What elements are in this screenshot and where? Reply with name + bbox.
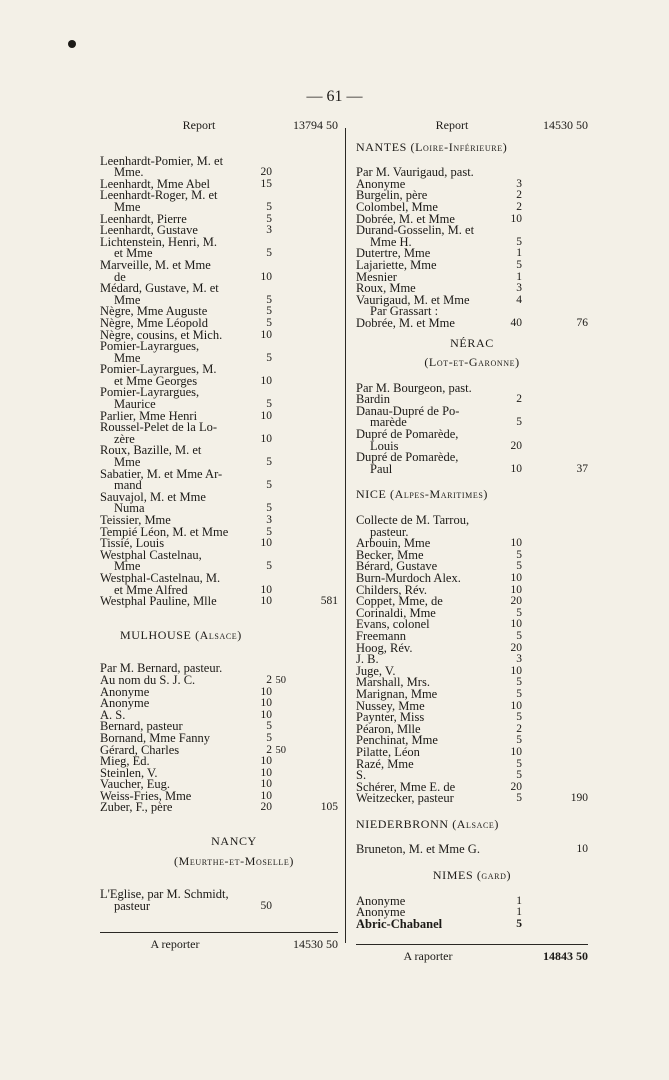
entry-amount: 15	[260, 177, 272, 190]
entry-name: Westphal-Castelnau, M.	[100, 570, 221, 585]
entry-amount: 10	[260, 685, 272, 698]
entry-amount: 3	[266, 514, 272, 526]
entry-name: Bernard, pasteur	[100, 719, 183, 734]
section-heading-niederbronn: NIEDERBRONN (Alsace)	[356, 816, 499, 831]
entry-name: Leenhardt-Roger, M. et	[100, 188, 218, 203]
entry-name: Mme	[114, 455, 141, 470]
entry-row	[356, 793, 588, 805]
entry-amount: 10	[260, 374, 272, 387]
entry-name: Roussel-Pelet de la Lo-	[100, 420, 217, 435]
entry-amount: 20	[510, 439, 522, 452]
entry-amount: 10	[510, 583, 522, 596]
entries-list	[356, 515, 588, 805]
entry-row	[100, 257, 338, 272]
reporter-label: A reporter	[150, 937, 200, 952]
entry-amount: 5	[516, 235, 522, 248]
entry-amount: 3	[516, 653, 522, 666]
entry-amount: 10	[510, 537, 522, 550]
entry-name: et Mme Alfred	[114, 582, 188, 597]
entries-list	[356, 167, 588, 329]
entry-name: Westphal Castelnau,	[100, 547, 202, 562]
entry-amount: 10	[260, 583, 272, 596]
entry-amount: 2	[266, 743, 272, 756]
entry-name: Par M. Bourgeon, past.	[356, 380, 472, 395]
entry-name: Sauvajol, M. et Mme	[100, 489, 206, 504]
entry-amount: 5	[266, 398, 272, 411]
entry-amount: 10	[260, 409, 272, 422]
entry-name: Childers, Rév.	[356, 582, 428, 597]
entry-name: Mme	[114, 292, 141, 307]
entry-amount: 2	[266, 673, 272, 686]
entry-name: Par Grassart :	[370, 304, 439, 319]
entry-name: Marshall, Mrs.	[356, 675, 430, 690]
entry-amount: 2	[516, 722, 522, 735]
entry-amount: 10	[260, 328, 272, 341]
entry-name: Mme	[114, 199, 141, 214]
entry-name: Marignan, Mme	[356, 686, 438, 701]
entry-name: A. S.	[100, 707, 126, 722]
entry-name: marède	[370, 415, 407, 430]
entry-row	[100, 898, 338, 913]
entry-name: L'Eglise, par M. Schmidt,	[100, 887, 229, 902]
entry-name: Leenhardt, Mme Abel	[100, 176, 211, 191]
entry-name: Par M. Vaurigaud, past.	[356, 165, 474, 180]
entry-name: Nussey, Mme	[356, 698, 425, 713]
section-heading-nantes: NANTES (Loire-Inférieure)	[356, 139, 508, 154]
entry-name: Au nom du S. J. C.	[100, 672, 196, 687]
section-heading-nerac: NÉRAC	[450, 335, 494, 350]
entry-name: Mesnier	[356, 269, 397, 284]
entry-name: Durand-Gosselin, M. et	[356, 223, 475, 238]
entry-subtotal: 581	[320, 595, 338, 608]
entry-name: Vaurigaud, M. et Mme	[356, 292, 470, 307]
report-label: Report	[435, 118, 469, 132]
entry-name: Anonyme	[356, 893, 406, 908]
entries-list	[356, 893, 588, 931]
entry-name: Lajariette, Mme	[356, 257, 437, 272]
entry-name: Burn-Murdoch Alex.	[356, 571, 461, 585]
report-value: 14530 50	[543, 118, 588, 132]
entry-name: Weiss-Fries, Mme	[100, 788, 192, 803]
entry-amount: 10	[510, 699, 522, 712]
entry-name: Zuber, F., père	[100, 800, 173, 815]
section-subheading-nerac: (Lot-et-Garonne)	[424, 355, 520, 370]
reporter-line	[100, 932, 338, 951]
entry-amount: 10	[260, 789, 272, 802]
entry-amount: 1	[516, 247, 522, 260]
entry-amount: 5	[266, 502, 272, 515]
entry-name: Sabatier, M. et Mme Ar-	[100, 466, 223, 481]
entry-amount: 5	[516, 711, 522, 724]
entry-name: Steinlen, V.	[100, 765, 158, 780]
entry-name: Teissier, Mme	[100, 513, 171, 527]
entry-amount: 5	[516, 792, 522, 805]
entry-name: Bruneton, M. et Mme G.	[356, 842, 480, 857]
entry-row	[356, 640, 588, 655]
entry-row	[356, 461, 588, 476]
entry-amount: 20	[510, 641, 522, 654]
entry-name: Vaucher, Eug.	[100, 777, 170, 792]
entry-name: Razé, Mme	[356, 756, 414, 771]
entry-name: Bardin	[356, 392, 391, 407]
entry-amount: 50	[260, 899, 272, 912]
entry-amount: 5	[516, 757, 522, 770]
report-label: Report	[182, 118, 216, 132]
entry-name: Burgelin, père	[356, 188, 428, 203]
entry-name: Paynter, Miss	[356, 710, 425, 725]
entry-amount: 5	[516, 416, 522, 429]
right-column	[356, 120, 588, 963]
entry-name: Danau-Dupré de Po-	[356, 403, 460, 418]
column-divider	[345, 128, 346, 943]
entry-name: et Mme	[114, 246, 153, 261]
entry-amount: 5	[516, 734, 522, 747]
entry-cents: 50	[275, 674, 286, 686]
entry-name: Pilatte, Léon	[356, 744, 420, 759]
entry-amount: 10	[260, 537, 272, 550]
entry-row	[356, 916, 588, 931]
entry-name: zère	[114, 431, 135, 446]
entry-amount: 10	[260, 766, 272, 779]
entry-name: Gérard, Charles	[100, 742, 180, 757]
entries-list	[356, 380, 588, 476]
entry-name: Coppet, Mme, de	[356, 594, 443, 609]
entry-amount: 5	[266, 720, 272, 733]
entry-name: Mme H.	[370, 234, 412, 249]
entry-name: Tissié, Louis	[100, 536, 165, 551]
entry-name: Anonyme	[100, 696, 150, 711]
entry-amount: 10	[510, 745, 522, 758]
entry-name: Leenhardt, Pierre	[100, 211, 187, 226]
entry-amount: 10	[260, 697, 272, 710]
entry-amount: 5	[266, 247, 272, 260]
entry-row	[100, 596, 338, 608]
entry-amount: 10	[260, 755, 272, 768]
entry-amount: 2	[516, 200, 522, 213]
entry-amount: 10	[510, 462, 522, 475]
entry-amount: 5	[266, 305, 272, 318]
entry-name: Collecte de M. Tarrou,	[356, 513, 470, 528]
entry-name: Tempié Léon, M. et Mme	[100, 524, 229, 539]
entry-name: pasteur	[114, 898, 151, 913]
entry-name: Becker, Mme	[356, 547, 424, 562]
entry-name: Abric-Chabanel	[356, 916, 443, 931]
entry-amount: 5	[266, 316, 272, 329]
entry-amount: 10	[260, 432, 272, 445]
entry-subtotal: 105	[320, 801, 338, 814]
entry-cents: 50	[275, 744, 286, 756]
entry-amount: 20	[510, 780, 522, 793]
entry-name: mand	[114, 478, 142, 493]
section-heading-nancy: NANCY	[211, 834, 257, 849]
entry-amount: 2	[516, 189, 522, 202]
entry-name: et Mme Georges	[114, 373, 198, 388]
reporter-value: 14843 50	[543, 949, 588, 964]
entry-amount: 5	[516, 606, 522, 619]
entry-name: Dobrée, M. et Mme	[356, 211, 455, 226]
entry-name: Parlier, Mme Henri	[100, 408, 198, 423]
entry-name: Anonyme	[356, 905, 406, 920]
entry-name: Pomier-Layrargues, M.	[100, 362, 217, 377]
entry-amount: 5	[516, 769, 522, 782]
entry-amount: 1	[516, 894, 522, 907]
entry-amount: 5	[516, 560, 522, 573]
entry-name: Mme.	[114, 165, 144, 180]
entry-name: Weitzecker, pasteur	[356, 791, 454, 806]
entry-amount: 5	[266, 212, 272, 225]
section-heading-nimes: NIMES (gard)	[432, 868, 512, 883]
entry-amount: 20	[260, 801, 272, 814]
entry-amount: 10	[510, 572, 522, 584]
entry-amount: 1	[516, 906, 522, 919]
entry-name: J. B.	[356, 652, 379, 667]
report-line	[356, 120, 588, 132]
entry-name: Lichtenstein, Henri, M.	[100, 234, 217, 249]
entry-row	[356, 315, 588, 330]
reporter-line	[356, 944, 588, 963]
entry-amount: 5	[516, 687, 522, 700]
entry-name: Pomier-Layrargues,	[100, 339, 200, 354]
entry-name: Bornand, Mme Fanny	[100, 730, 211, 745]
entry-name: Roux, Bazille, M. et	[100, 443, 202, 458]
entry-subtotal: 76	[576, 316, 588, 329]
entry-amount: 5	[266, 525, 272, 538]
entry-name: Nègre, Mme Auguste	[100, 304, 208, 319]
section-heading-nice: NICE (Alpes-Maritimes)	[356, 487, 488, 502]
entry-name: Westphal Pauline, Mlle	[100, 594, 217, 609]
entry-amount: 5	[266, 351, 272, 364]
entry-name: Anonyme	[356, 176, 406, 191]
entry-amount: 2	[516, 393, 522, 406]
entry-amount: 10	[260, 708, 272, 721]
entry-amount: 5	[266, 456, 272, 469]
ink-dot	[68, 40, 76, 48]
entry-amount: 5	[266, 293, 272, 306]
entry-amount: 3	[516, 177, 522, 190]
entry-amount: 5	[266, 560, 272, 573]
entry-amount: 10	[510, 618, 522, 631]
entry-name: Bérard, Gustave	[356, 559, 438, 574]
entry-name: Péaron, Mlle	[356, 721, 421, 736]
entry-row	[100, 698, 338, 710]
entry-name: Leenhardt-Pomier, M. et	[100, 153, 224, 168]
entry-name: Marveille, M. et Mme	[100, 257, 211, 272]
entry-name: S.	[356, 768, 367, 783]
entry-name: Penchinat, Mme	[356, 733, 438, 748]
entry-name: Numa	[114, 501, 145, 516]
entry-amount: 10	[260, 270, 272, 283]
entry-name: Dupré de Pomarède,	[356, 427, 459, 442]
entries-list	[356, 844, 588, 856]
entry-name: Juge, V.	[356, 663, 396, 678]
entry-amount: 10	[510, 664, 522, 677]
entry-amount: 5	[516, 258, 522, 271]
entry-amount: 10	[510, 212, 522, 225]
entry-amount: 5	[516, 676, 522, 689]
entry-amount: 3	[516, 282, 522, 295]
section-heading-mulhouse: MULHOUSE (Alsace)	[120, 627, 242, 642]
entry-row	[356, 756, 588, 771]
entry-name: Nègre, Mme Léopold	[100, 315, 208, 330]
entry-subtotal: 37	[576, 462, 588, 475]
reporter-value: 14530 50	[293, 937, 338, 952]
entry-name: Nègre, cousins, et Mich.	[100, 327, 223, 342]
entry-name: Arbouin, Mme	[356, 536, 431, 551]
entries-list	[100, 889, 338, 912]
entry-name: Roux, Mme	[356, 281, 416, 296]
entry-name: Dobrée, M. et Mme	[356, 315, 455, 330]
report-value: 13794 50	[293, 118, 338, 132]
entries-list	[100, 153, 338, 609]
entry-amount: 1	[516, 270, 522, 283]
reporter-label: A raporter	[403, 949, 453, 964]
page-number: — 61 —	[306, 88, 363, 105]
entry-name: Mieg, Ed.	[100, 754, 150, 769]
entry-name: Mme	[114, 559, 141, 574]
entry-subtotal: 10	[576, 843, 588, 856]
entry-name: Anonyme	[100, 684, 150, 699]
entry-name: Hoog, Rév.	[356, 640, 413, 655]
entries-list	[100, 663, 338, 814]
section-subheading-nancy: (Meurthe-et-Moselle)	[174, 853, 294, 868]
entry-name: Par M. Bernard, pasteur.	[100, 661, 223, 676]
entry-amount: 20	[260, 166, 272, 179]
report-line	[100, 120, 338, 132]
entry-amount: 5	[266, 479, 272, 492]
entry-name: pasteur.	[370, 524, 409, 539]
entry-row	[356, 844, 588, 856]
left-column	[100, 120, 338, 951]
entry-name: Corinaldi, Mme	[356, 605, 436, 620]
entry-name: Colombel, Mme	[356, 199, 438, 214]
entry-amount: 5	[516, 629, 522, 642]
entry-name: Evans, colonel	[356, 617, 430, 632]
entry-name: Freemann	[356, 628, 406, 643]
entry-name: Louis	[370, 438, 399, 453]
entry-amount: 3	[266, 224, 272, 237]
entry-name: Mme	[114, 350, 141, 365]
entry-name: Maurice	[114, 397, 156, 412]
entry-name: Médard, Gustave, M. et	[100, 281, 219, 296]
entry-amount: 5	[516, 548, 522, 561]
entry-name: Dutertre, Mme	[356, 246, 431, 261]
entry-name: Leenhardt, Gustave	[100, 223, 198, 238]
entry-amount: 40	[510, 316, 522, 329]
entry-amount: 20	[510, 595, 522, 608]
entry-name: Pomier-Layrargues,	[100, 385, 200, 400]
entry-name: Dupré de Pomarède,	[356, 450, 459, 465]
entry-amount: 5	[266, 200, 272, 213]
entry-amount: 4	[516, 293, 522, 306]
entry-amount: 10	[260, 595, 272, 608]
entry-amount: 5	[266, 731, 272, 744]
entry-amount: 5	[516, 917, 522, 930]
entry-subtotal: 190	[570, 792, 588, 805]
entry-name: Paul	[370, 461, 393, 476]
entry-name: de	[114, 269, 126, 284]
entry-row	[100, 802, 338, 814]
entry-row	[356, 380, 588, 395]
entry-name: Schérer, Mme E. de	[356, 779, 456, 794]
entry-amount: 10	[260, 778, 272, 791]
entry-row	[100, 422, 338, 434]
